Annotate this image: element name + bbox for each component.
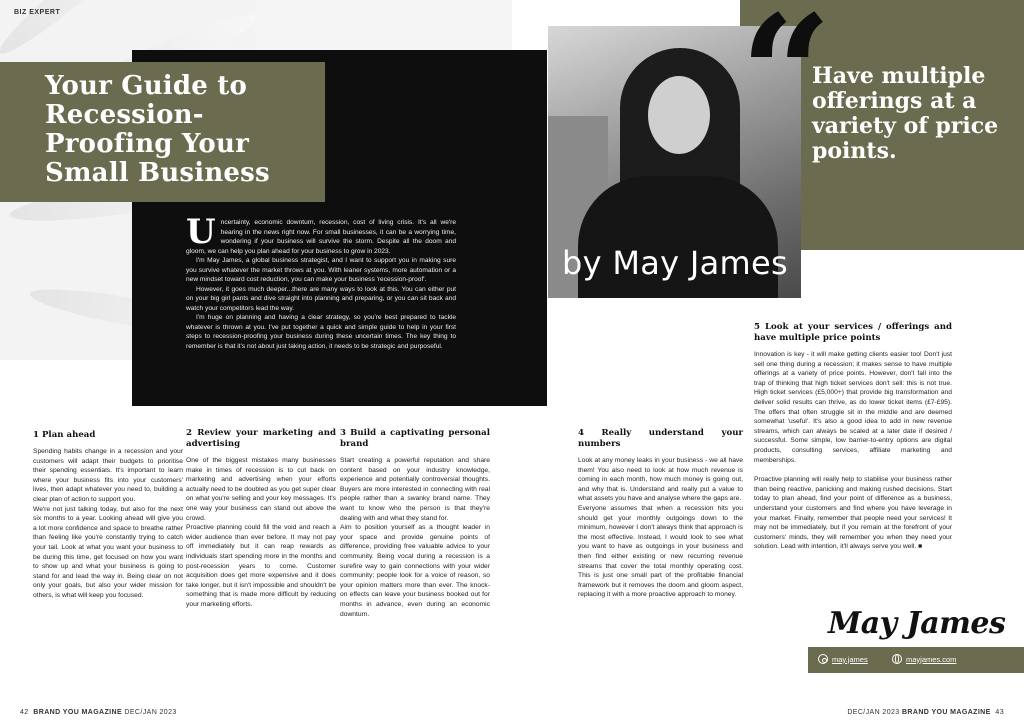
section-paragraph: Look at any money leaks in your business - we all have them! You also need to look at how much revenue is coming in each month, how much money is going out, and why that is. Understand and really put a value to what assets you have and analyse where the gaps are.	[578, 457, 743, 503]
section-paragraph: Spending habits change in a recession and your customers will adapt their budgets to prioritise their spending essentials. It's important to learn where your business fits into your customers' lives, then adapt whatever you need to, building a clear plan of action to support you.	[33, 448, 183, 503]
section-paragraph: Proactive planning will really help to stabilise your business rather than being reactive, panicking and making rushed decisions. Start today to plan ahead, find your point of difference as a business, understand your customers and find where you have leverage in your market. Finally, remember that people need your services! It may not be immediately, but if you remain at the forefront of your customers' minds, they will remember you when they need your solution. Lead with intention, it'll always serve you well. ■	[754, 476, 952, 551]
section-heading: 4 Really understand your numbers	[578, 428, 743, 449]
section-paragraph: One of the biggest mistakes many businesses make in times of recession is to cut back on marketing and advertising when your efforts actually need to be doubled as you get super clear on what you're selling and your key messages. It's one way your business can stand out above the crowd.	[186, 457, 336, 522]
page-number: 43	[995, 709, 1004, 716]
drop-cap: U	[186, 212, 216, 252]
section-plan-ahead	[33, 430, 183, 601]
intro-paragraph: However, it goes much deeper...there are many ways to look at this. You can either put on your big girl pants and dive straight into planning and preparing, or you can sit back and watch your competitors lead the way.	[186, 285, 456, 312]
intro-paragraph: ncertainty, economic downturn, recession, cost of living crisis. It's all we're hearing in the news right now. For small businesses, it can be a worrying time, wondering if your business will survive the storm. Despite all the doom and gloom, we can help you plan ahead for your business to grow in 2023.	[186, 219, 456, 255]
magazine-name: BRAND YOU MAGAZINE	[901, 709, 991, 716]
section-heading: 1 Plan ahead	[33, 430, 96, 440]
section-paragraph: We're not just talking today, but also for the next six months to a year. Looking ahead will give you a lot more confidence and space to breathe rather than feeling like you're constantly trying to catch your tail. Look at what you want your business to be during this time, get focused on how you want to show up and what your business is going to stand for and lead the way in. Being clear on not only your goals, but also your wider mission for others, is what will keep you focused.	[33, 505, 183, 599]
section-paragraph: Proactive planning could fill the void and reach a wider audience than ever before. It may not pay off immediately but it can reap rewards as individuals start spending more in the months and post-recession years to come. Customer acquisition does get more expensive and it does take longer, but it isn't impossible and shouldn't be something that is made more difficult by reducing your marketing efforts.	[186, 524, 336, 608]
section-paragraph: Aim to position yourself as a thought leader in your space and provide genuine points of difference, providing free valuable advice to your community. Being vocal during a recession is a surefire way to gain connections with your wider community; people look for a voice of reason, so your opinion matters more than ever. The knock-on effects can leave your business booked out for months in advance, even during an economic downturn.	[340, 524, 490, 618]
signature: May James	[828, 606, 1006, 641]
issue-date: DEC/JAN 2023	[124, 709, 177, 716]
instagram-icon	[818, 654, 828, 664]
section-heading: 2 Review your marketing and advertising	[186, 428, 336, 449]
instagram-link[interactable]	[818, 654, 868, 664]
section-personal-brand	[340, 428, 490, 619]
website-link[interactable]	[892, 654, 956, 664]
right-footer	[847, 709, 1004, 716]
section-numbers	[578, 428, 743, 600]
section-paragraph: Innovation is key - it will make getting clients easier too! Don't just sell one thing during a recession; it makes sense to have multiple offerings at a variety of price points. However, don't fall into the trap of thinking that high ticket services don't sell: this is not true. High ticket services (£5,000+) that provide big transformation and deliver solid results can thrive, as do lower ticket items (£7-£95). The offers that often struggle sit in the middle and are deemed somewhat 'useful'. It's also a good idea to add in new revenue streams, which can always be scaled at a later date if desired / successful. Some simple, low barrier-to-entry options are digital products, consulting services, affiliate marketing and memberships.	[754, 351, 952, 464]
intro-text	[186, 212, 456, 351]
section-marketing	[186, 428, 336, 610]
left-footer	[20, 709, 177, 716]
page-number: 42	[20, 709, 29, 716]
section-heading: 5 Look at your services / offerings and have multiple price points	[754, 322, 952, 343]
section-tag: BIZ EXPERT	[14, 9, 61, 16]
globe-icon	[892, 654, 902, 664]
magazine-name: BRAND YOU MAGAZINE	[33, 709, 123, 716]
instagram-handle[interactable]: may.james	[832, 654, 868, 664]
quote-mark-icon: “	[740, 0, 833, 168]
section-paragraph: Start creating a powerful reputation and share content based on your industry knowledge, experience and potentially controversial thoughts. Buyers are more interested in connecting with real people rather than a swanky brand name. They want to know who the person is that they're dealing with and what they stand for.	[340, 457, 490, 522]
issue-date: DEC/JAN 2023	[847, 709, 900, 716]
intro-paragraph: I'm huge on planning and having a clear strategy, so you're best prepared to tackle whatever is thrown at you. I've put together a quick and simple guide to help in your first steps to recession-proofing your business during these uncertain times. The key thing to remember is that it's not about just taking action, it needs to be strategic and purposeful.	[186, 314, 456, 350]
article-title: Your Guide to Recession-Proofing Your Small Business	[45, 71, 270, 188]
section-heading: 3 Build a captivating personal brand	[340, 428, 490, 449]
pull-quote: Have multiple offerings at a variety of price points.	[812, 63, 999, 164]
website-url[interactable]: mayjames.com	[906, 654, 957, 664]
section-offerings	[754, 322, 952, 552]
byline: by May James	[562, 244, 788, 282]
section-paragraph: Everyone assumes that when a recession hits you should get your monthly outgoings down to the minimum, however I don't always think that approach is the most effective. Instead, I would look to see what you want to have as outgoings in your business and then find either existing or new recurring revenue streams that cover the total monthly operating cost. This is just one small part of the profitable financial framework but it removes the doom and gloom aspect, replacing it with a more proactive approach to money.	[578, 504, 743, 599]
intro-paragraph: I'm May James, a global business strategist, and I want to support you in making sure you survive whatever the market throws at you. With leaner systems, more automation or a new mindset toward cost reduction, you can make your business 'recession-proof'.	[186, 257, 456, 283]
